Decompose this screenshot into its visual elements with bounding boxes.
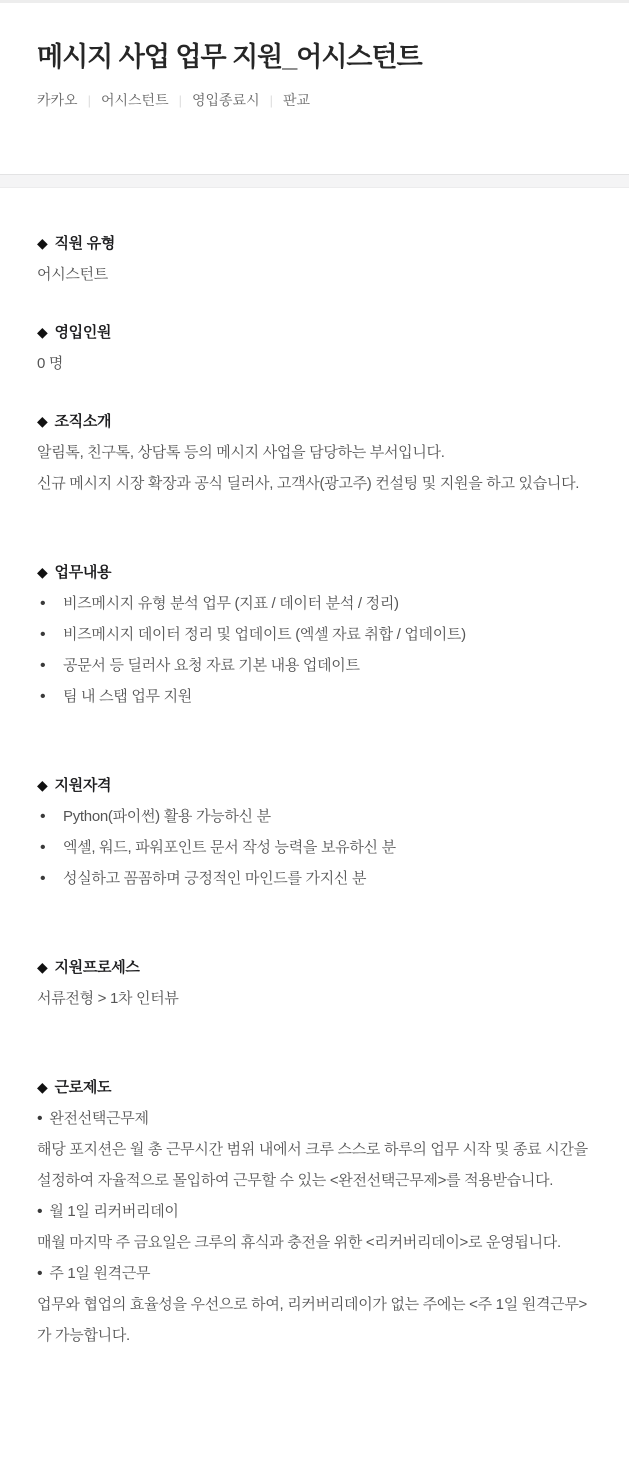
bullet-icon: • (40, 595, 46, 612)
section-heading-label: 지원자격 (54, 777, 112, 794)
section-text-line: 0 명 (37, 355, 64, 372)
list-item (37, 650, 592, 681)
section-text-line: 신규 메시지 시장 확장과 공식 딜러사, 고객사(광고주) 컨설팅 및 지원을 하고 있습니다. (37, 475, 580, 492)
bullet-icon: • (40, 657, 46, 674)
bullet-list (37, 801, 592, 894)
section-process (37, 952, 592, 1014)
list-item (37, 863, 592, 894)
section-text-line: 해당 포지션은 월 총 근무시간 범위 내에서 크루 스스로 하루의 업무 시작 및 종료 시간을 설정하여 자율적으로 몰입하여 근무할 수 있는 <완전선택근무제>를 적용받습니다. (37, 1141, 588, 1189)
section-employee-type (37, 228, 592, 290)
section-divider-band (0, 174, 629, 188)
section-heading (37, 770, 592, 801)
list-item-text: 성실하고 꼼꼼하며 긍정적인 마인드를 가지신 분 (63, 870, 367, 887)
section-heading (37, 317, 592, 348)
meta-separator: | (269, 92, 273, 108)
list-item-text: 팀 내 스탭 업무 지원 (63, 688, 192, 705)
section-hire-count (37, 317, 592, 379)
bullet-icon: • (40, 839, 46, 856)
meta-item: 판교 (283, 92, 311, 108)
section-text-line: 어시스턴트 (37, 266, 108, 283)
section-heading (37, 952, 592, 983)
diamond-icon: ◆ (37, 1079, 48, 1095)
job-meta-row (37, 90, 592, 110)
section-qualifications (37, 770, 592, 894)
section-heading (37, 228, 592, 259)
meta-item: 카카오 (37, 92, 78, 108)
section-heading-label: 근로제도 (54, 1079, 112, 1096)
list-item (37, 588, 592, 619)
list-item-text: 공문서 등 딜러사 요청 자료 기본 내용 업데이트 (63, 657, 360, 674)
bullet-icon: • (37, 1265, 43, 1282)
bullet-icon: • (40, 626, 46, 643)
sub-bullet-text: 월 1일 리커버리데이 (49, 1203, 179, 1220)
meta-item: 어시스턴트 (100, 92, 169, 108)
diamond-icon: ◆ (37, 235, 48, 251)
section-heading-label: 조직소개 (54, 413, 112, 430)
list-item (37, 619, 592, 650)
sub-bullet-line (37, 1196, 592, 1227)
list-item (37, 832, 592, 863)
sub-bullet-text: 완전선택근무제 (49, 1110, 149, 1127)
job-header (0, 3, 629, 110)
list-item-text: 엑셀, 워드, 파워포인트 문서 작성 능력을 보유하신 분 (63, 839, 396, 856)
section-org-intro (37, 406, 592, 499)
bullet-icon: • (40, 688, 46, 705)
list-item (37, 801, 592, 832)
diamond-icon: ◆ (37, 564, 48, 580)
section-text-line: 서류전형 > 1차 인터뷰 (37, 990, 179, 1007)
sub-bullet-text: 주 1일 원격근무 (49, 1265, 151, 1282)
diamond-icon: ◆ (37, 777, 48, 793)
section-heading (37, 557, 592, 588)
bullet-icon: • (40, 808, 46, 825)
diamond-icon: ◆ (37, 324, 48, 340)
section-job-duties (37, 557, 592, 712)
bullet-icon: • (37, 1110, 43, 1127)
section-work-system (37, 1072, 592, 1351)
section-heading (37, 406, 592, 437)
bullet-icon: • (40, 870, 46, 887)
meta-separator: | (178, 92, 182, 108)
list-item (37, 681, 592, 712)
list-item-text: 비즈메시지 유형 분석 업무 (지표 / 데이터 분석 / 정리) (63, 595, 399, 612)
list-item-text: 비즈메시지 데이터 정리 및 업데이트 (엑셀 자료 취합 / 업데이트) (63, 626, 466, 643)
section-heading-label: 영입인원 (54, 324, 112, 341)
section-text-line: 업무와 협업의 효율성을 우선으로 하여, 리커버리데이가 없는 주에는 <주 1일 원격근무>가 가능합니다. (37, 1296, 587, 1344)
section-heading-label: 업무내용 (54, 564, 112, 581)
section-heading (37, 1072, 592, 1103)
diamond-icon: ◆ (37, 959, 48, 975)
sub-bullet-line (37, 1258, 592, 1289)
section-text-line: 알림톡, 친구톡, 상담톡 등의 메시지 사업을 담당하는 부서입니다. (37, 444, 445, 461)
section-text-line: 매월 마지막 주 금요일은 크루의 휴식과 충전을 위한 <리커버리데이>로 운영됩니다. (37, 1234, 561, 1251)
meta-separator: | (87, 92, 91, 108)
section-heading-label: 직원 유형 (54, 235, 116, 252)
section-heading-label: 지원프로세스 (54, 959, 140, 976)
bullet-icon: • (37, 1203, 43, 1220)
page-title: 메시지 사업 업무 지원_어시스턴트 (37, 42, 422, 72)
bullet-list (37, 588, 592, 712)
sub-bullet-line (37, 1103, 592, 1134)
job-description-body (0, 188, 629, 1471)
diamond-icon: ◆ (37, 413, 48, 429)
list-item-text: Python(파이썬) 활용 가능하신 분 (63, 808, 271, 825)
meta-item: 영입종료시 (191, 92, 260, 108)
